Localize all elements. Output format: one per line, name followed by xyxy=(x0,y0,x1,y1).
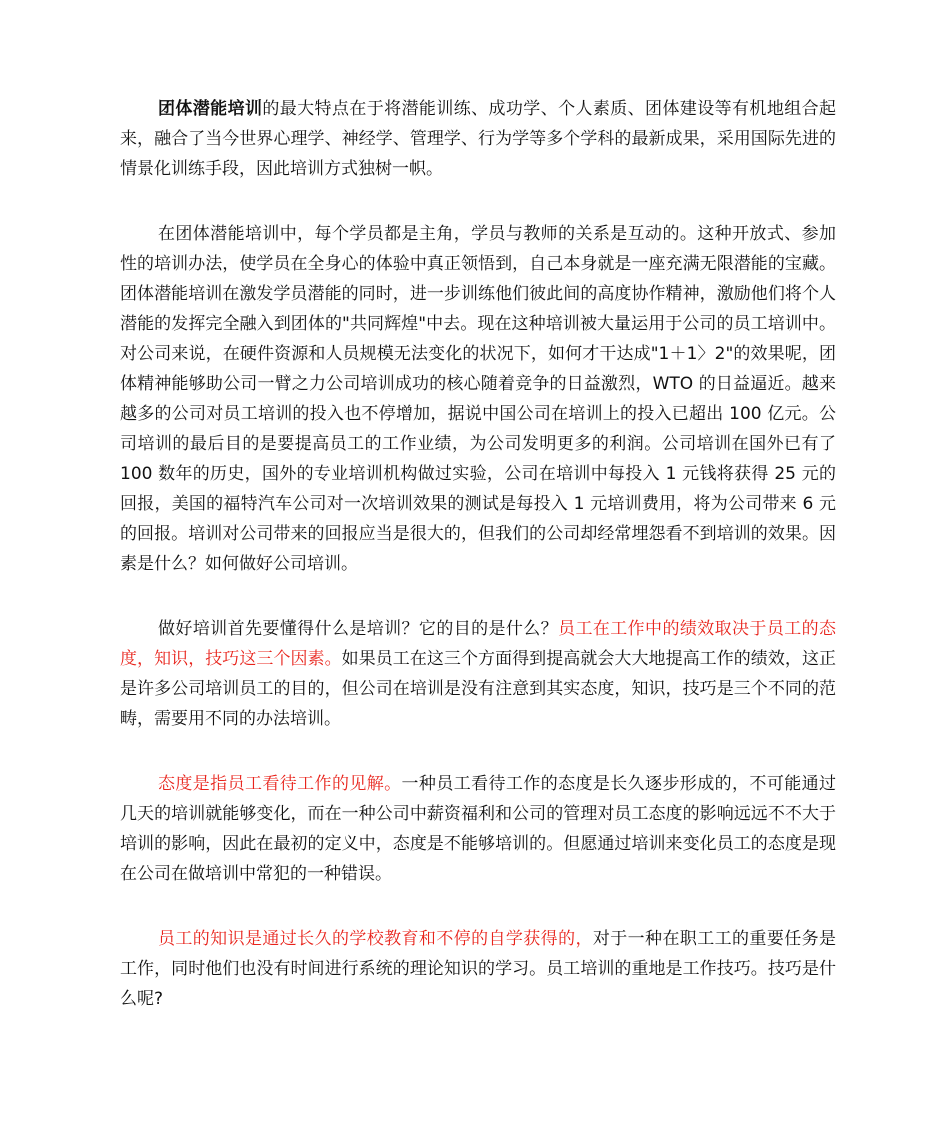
paragraph-2 xyxy=(120,219,836,579)
paragraph-3-red-highlight: 员工在工作中的绩效取决于员工的态度，知识，技巧这三个因素。 xyxy=(120,619,836,669)
paragraph-3 xyxy=(120,614,836,734)
paragraph-1-bold-lead: 团体潜能培训 xyxy=(158,99,263,119)
paragraph-4 xyxy=(120,769,836,889)
paragraph-4-red-highlight: 态度是指员工看待工作的见解。 xyxy=(158,774,402,794)
paragraph-5-text-after: 对于一种在职工工的重要任务是工作，同时他们也没有时间进行系统的理论知识的学习。员工培训的重地是工作技巧。技巧是什么呢? xyxy=(120,929,837,1009)
paragraph-4-text-after: 一种员工看待工作的态度是长久逐步形成的，不可能通过几天的培训就能够变化，而在一种公司中薪资福利和公司的管理对员工态度的影响远远不不大于培训的影响，因此在最初的定义中，态度是不能够培训的。但愿通过培训来变化员工的态度是现在公司在做培训中常犯的一种错误。 xyxy=(120,774,837,884)
paragraph-3-text-after: 如果员工在这三个方面得到提高就会大大地提高工作的绩效，这正是许多公司培训员工的目的，但公司在培训是没有注意到其实态度，知识，技巧是三个不同的范畴，需要用不同的办法培训。 xyxy=(120,649,837,729)
document-page xyxy=(120,94,836,1049)
paragraph-1-text: 的最大特点在于将潜能训练、成功学、个人素质、团体建设等有机地组合起来，融合了当今世界心理学、神经学、管理学、行为学等多个学科的最新成果，采用国际先进的情景化训练手段，因此培训方式独树一帜。 xyxy=(120,99,837,179)
paragraph-2-text: 在团体潜能培训中，每个学员都是主角，学员与教师的关系是互动的。这种开放式、参加性的培训办法，使学员在全身心的体验中真正领悟到，自己本身就是一座充满无限潜能的宝藏。团体潜能培训在激发学员潜能的同时，进一步训练他们彼此间的高度协作精神，激励他们将个人潜能的发挥完全融入到团体的"共同辉煌"中去。现在这种培训被大量运用于公司的员工培训中。对公司来说，在硬件资源和人员规模无法变化的状况下，如何才干达成"1＋1〉2"的效果呢，团体精神能够助公司一臂之力公司培训成功的核心随着竞争的日益激烈，WTO 的日益逼近。越来越多的公司对员工培训的投入也不停增加，据说中国公司在培训上的投入已超出 100 亿元。公司培训的最后目的是要提高员工的工作业绩，为公司发明更多的利润。公司培训在国外已有了 100 数年的历史，国外的专业培训机构做过实验，公司在培训中每投入 1 元钱将获得 25 元的回报，美国的福特汽车公司对一次培训效果的测试是每投入 1 元培训费用，将为公司带来 6 元的回报。培训对公司带来的回报应当是很大的，但我们的公司却经常埋怨看不到培训的效果。因素是什么？如何做好公司培训。 xyxy=(120,224,836,574)
paragraph-3-text-before: 做好培训首先要懂得什么是培训？它的目的是什么？ xyxy=(158,619,559,639)
paragraph-5-red-highlight: 员工的知识是通过长久的学校教育和不停的自学获得的， xyxy=(158,929,593,949)
paragraph-5 xyxy=(120,924,836,1014)
paragraph-1 xyxy=(120,94,836,184)
